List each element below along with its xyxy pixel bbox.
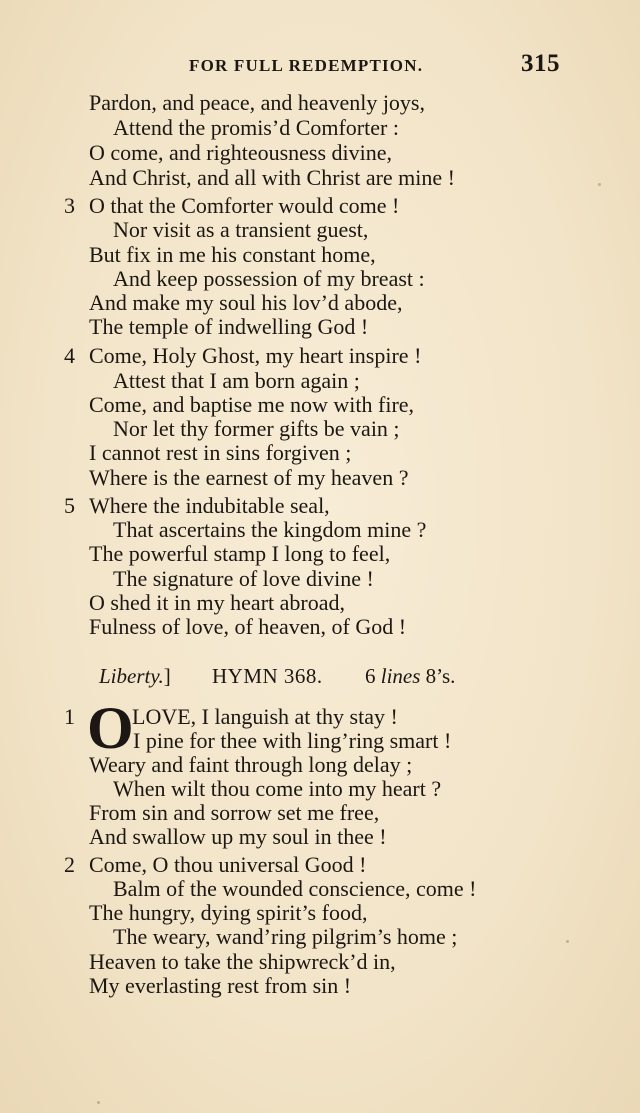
hymn-line: I cannot rest in sins forgiven ;: [89, 440, 352, 465]
hymn-line: My everlasting rest from sin !: [89, 973, 352, 998]
hymn-line: That ascertains the kingdom mine ?: [113, 517, 427, 542]
tune-bracket: ]: [163, 664, 171, 688]
hymn-meter: [365, 664, 455, 689]
hymn-line: O that the Comforter would come !: [89, 193, 400, 218]
hymn-line: Come, Holy Ghost, my heart inspire !: [89, 343, 422, 368]
hymn-line: LOVE, I languish at thy stay !: [132, 704, 398, 729]
verse-number: 3: [64, 193, 75, 218]
hymn-line: I pine for thee with ling’ring smart !: [133, 728, 452, 753]
page-number: 315: [521, 50, 560, 77]
hymn-line: The hungry, dying spirit’s food,: [89, 900, 368, 925]
hymn-line: And swallow up my soul in thee !: [89, 824, 387, 849]
paper-speck: [566, 940, 569, 943]
hymn-line: But fix in me his constant home,: [89, 242, 376, 267]
verse-number: 1: [64, 704, 75, 729]
hymn-line: Fulness of love, of heaven, of God !: [89, 614, 407, 639]
hymn-line: The signature of love divine !: [113, 566, 374, 591]
hymn-line: The powerful stamp I long to feel,: [89, 541, 391, 566]
meter-word: lines: [380, 664, 421, 688]
verse-number: 2: [64, 852, 75, 877]
hymn-line: Pardon, and peace, and heavenly joys,: [89, 90, 425, 115]
hymn-line: When wilt thou come into my heart ?: [113, 776, 442, 801]
hymn-line: Where is the earnest of my heaven ?: [89, 465, 409, 490]
hymn-line: Heaven to take the shipwreck’d in,: [89, 949, 396, 974]
hymn-line: Nor let thy former gifts be vain ;: [113, 416, 400, 441]
hymn-line: Attest that I am born again ;: [113, 368, 360, 393]
hymn-line: Come, and baptise me now with fire,: [89, 392, 415, 417]
hymn-line: Come, O thou universal Good !: [89, 852, 367, 877]
hymn-line: And keep possession of my breast :: [113, 266, 425, 291]
drop-cap: O: [87, 695, 134, 761]
hymn-line: And make my soul his lov’d abode,: [89, 290, 403, 315]
hymn-line: The temple of indwelling God !: [89, 314, 369, 339]
hymn-line: O come, and righteousness divine,: [89, 140, 393, 165]
running-header: FOR FULL REDEMPTION.: [189, 56, 424, 75]
paper-speck: [598, 183, 601, 186]
hymn-line: Balm of the wounded conscience, come !: [113, 876, 477, 901]
paper-speck: [97, 1101, 100, 1104]
meter-count: 6: [365, 664, 376, 688]
meter-value: 8’s.: [425, 664, 456, 688]
hymn-line: Weary and faint through long delay ;: [89, 752, 413, 777]
tune-name: Liberty.: [99, 664, 164, 688]
hymn-heading: [99, 664, 456, 689]
hymn-line: The weary, wand’ring pilgrim’s home ;: [113, 924, 458, 949]
hymn-line: Nor visit as a transient guest,: [113, 217, 369, 242]
hymn-line: O shed it in my heart abroad,: [89, 590, 345, 615]
hymn-line: And Christ, and all with Christ are mine !: [89, 165, 455, 190]
verse-number: 4: [64, 343, 75, 368]
hymn-line: Attend the promis’d Comforter :: [113, 115, 399, 140]
verse-number: 5: [64, 493, 75, 518]
hymn-line: From sin and sorrow set me free,: [89, 800, 380, 825]
hymn-number: HYMN 368.: [212, 664, 323, 688]
hymn-line: Where the indubitable seal,: [89, 493, 330, 518]
